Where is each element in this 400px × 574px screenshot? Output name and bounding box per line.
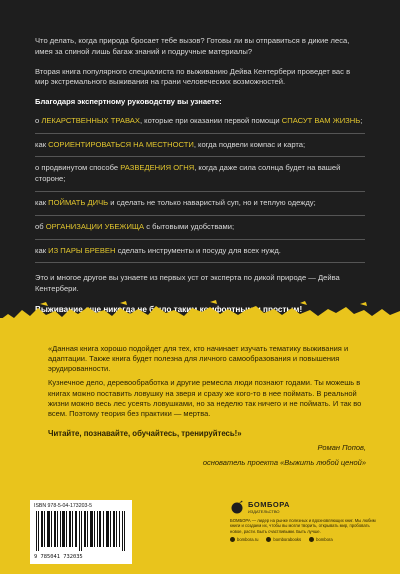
learn-item: о ЛЕКАРСТВЕННЫХ ТРАВАХ, которые при оказании первой помощи СПАСУТ ВАМ ЖИЗНЬ; xyxy=(35,116,365,140)
review-quote xyxy=(48,344,366,472)
social-link[interactable]: bombora xyxy=(309,537,333,542)
isbn-label: ISBN 978-5-04-173203-5 xyxy=(34,503,92,509)
barcode-icon xyxy=(36,511,126,551)
back-cover-text xyxy=(35,36,365,325)
vk-link[interactable]: bomborabooks xyxy=(266,537,301,542)
learn-item: о продвинутом способе РАЗВЕДЕНИЯ ОГНЯ, когда даже сила солнца будет на вашей стороне; xyxy=(35,163,365,198)
learn-item: как СОРИЕНТИРОВАТЬСЯ НА МЕСТНОСТИ, когда подвели компас и карта; xyxy=(35,140,365,164)
social-icon xyxy=(309,537,314,542)
learn-item: об ОРГАНИЗАЦИИ УБЕЖИЩА с бытовыми удобствами; xyxy=(35,222,365,246)
intro-paragraph-1: Что делать, когда природа бросает тебе вызов? Готовы ли вы отправиться в дикие леса, имея за спиной лишь багаж знаний и подручные материалы? xyxy=(35,36,350,56)
publisher-links xyxy=(230,537,380,542)
intro-paragraph-2: Вторая книга популярного специалиста по выживанию Дейва Кентербери проведет вас в мир экстремального выживания на грани человеческих возможностей. xyxy=(35,66,351,87)
learn-heading: Благодаря экспертному руководству вы узнаете: xyxy=(35,97,222,107)
publisher-description: БОМБОРА — лидер на рынке полезных и вдохновляющих книг. Мы любим книги и создаем их, чтобы вы могли творить, открывать мир, пробовать новое, расти. Быть счастливыми. Быть лучше. xyxy=(230,518,376,534)
quote-paragraph-1: «Данная книга хорошо подойдет для тех, кто начинает изучать тематику выживания и адаптации. Также книга будет полезна для личного самообразования и повышения эрудированности. xyxy=(48,344,349,374)
publisher-name: БОМБОРА xyxy=(248,500,290,509)
publisher-subtitle: ИЗДАТЕЛЬСТВО xyxy=(248,509,280,514)
quote-paragraph-2: Кузнечное дело, деревообработка и другие ремесла люди познают годами. Ты можешь в книгах можно поставить ловушку на зверя и сразу же кого-то в нее поймать. В реальной жизни можно весь лес усеять ловушками, но за неделю так ничего и не поймать. И так во всем. Поэтому теория без практики — мертва. xyxy=(48,378,362,418)
bombora-logo-icon xyxy=(230,500,244,514)
publisher-logo xyxy=(230,500,380,514)
quote-author-title: основатель проекта «Выжить любой ценой» xyxy=(202,457,366,467)
outro-paragraph: Это и многое другое вы узнаете из первых уст от эксперта по дикой природе — Дейва Кентербери. xyxy=(35,273,340,294)
learn-item: как ПОЙМАТЬ ДИЧЬ и сделать не только наваристый суп, но и теплую одежду; xyxy=(35,198,365,222)
globe-icon xyxy=(230,537,235,542)
quote-author: Роман Попов, xyxy=(317,443,366,453)
brush-edge-decoration xyxy=(0,300,400,334)
website-link[interactable]: bombora.ru xyxy=(230,537,258,542)
barcode-number: 9 785041 732035 xyxy=(34,554,83,560)
learn-item: как ИЗ ПАРЫ БРЕВЕН сделать инструменты и посуду для всех нужд. xyxy=(35,246,365,270)
slogan: Выживание еще никогда не было таким комфортным и простым! xyxy=(35,304,303,314)
publisher-block xyxy=(230,500,380,542)
vk-icon xyxy=(266,537,271,542)
quote-call-to-action: Читайте, познавайте, обучайтесь, тренируйтесь!» xyxy=(48,428,242,438)
barcode-panel xyxy=(30,500,132,564)
learn-list xyxy=(35,116,365,269)
